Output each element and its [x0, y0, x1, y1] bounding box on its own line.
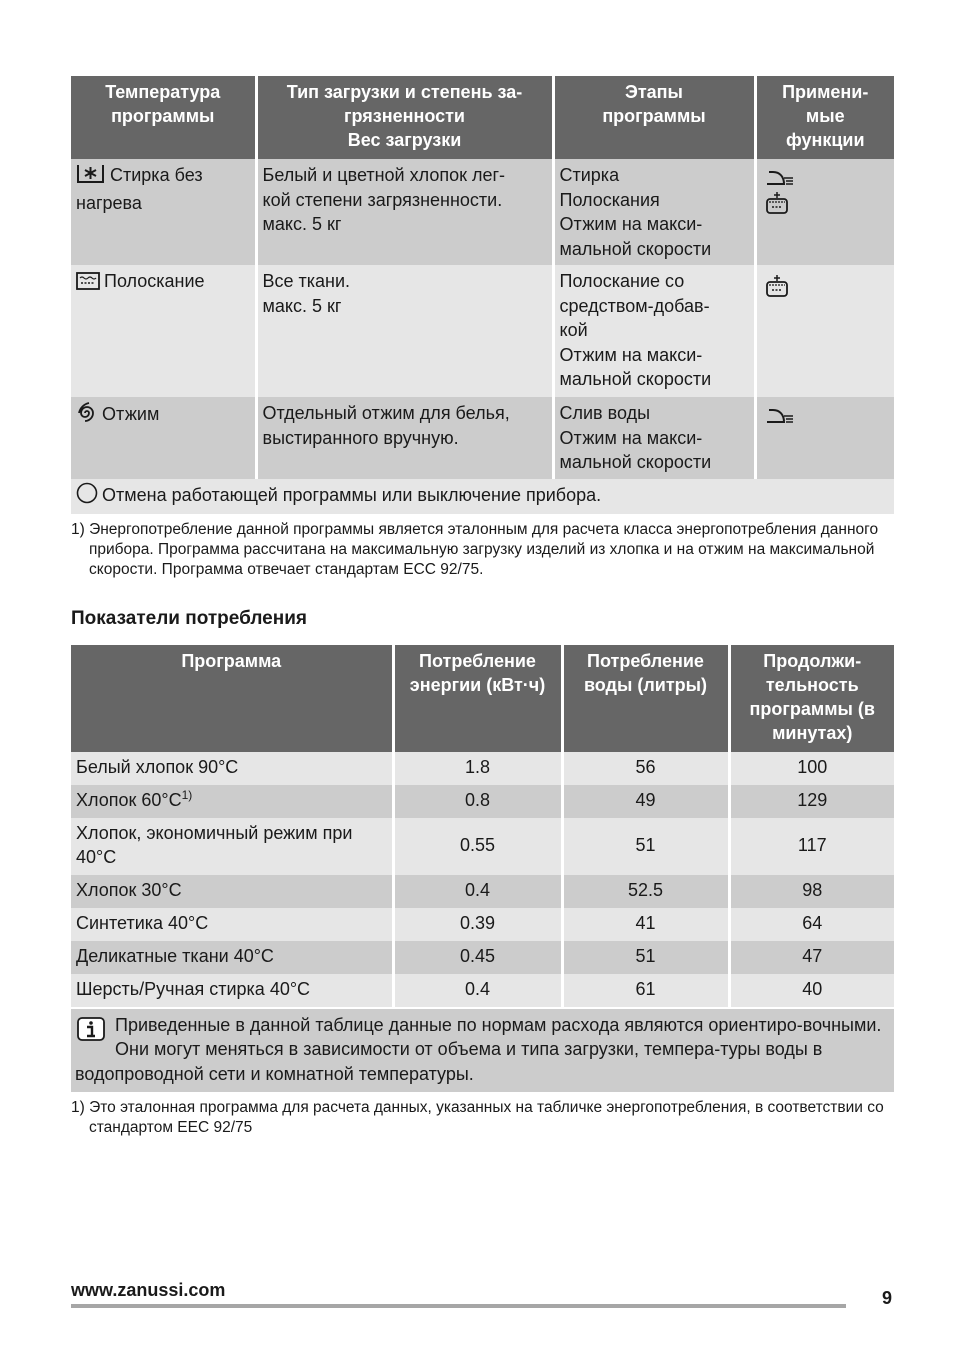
manual-page [71, 76, 894, 1138]
cancel-row [71, 479, 894, 514]
water-value: 61 [562, 974, 729, 1007]
table-row [71, 818, 894, 875]
duration-value: 64 [729, 908, 894, 941]
extra-rinse-icon [765, 274, 789, 298]
footnote-ref: 1) [181, 787, 193, 802]
iron-easy-iron-icon [765, 168, 795, 186]
functions-cell [755, 159, 894, 265]
energy-value: 0.45 [393, 941, 562, 974]
water-value: 52.5 [562, 875, 729, 908]
program-name: Белый хлопок 90°C [71, 752, 393, 785]
rinse-icon [76, 272, 100, 297]
duration-value: 40 [729, 974, 894, 1007]
load-cell: Отдельный отжим для белья, выстиранного вручную. [256, 397, 553, 479]
footer-url[interactable]: www.zanussi.com [71, 1280, 226, 1300]
table-row [71, 875, 894, 908]
section-title: Показатели потребления [71, 607, 307, 629]
consumption-table [71, 645, 894, 1007]
program-name: Шерсть/Ручная стирка 40°C [71, 974, 393, 1007]
consumption-table-header [71, 645, 894, 752]
load-cell: Все ткани. макс. 5 кг [256, 265, 553, 397]
header-program: Программа [71, 645, 393, 752]
energy-value: 0.55 [393, 818, 562, 875]
energy-value: 0.39 [393, 908, 562, 941]
info-icon [77, 1017, 105, 1048]
off-circle-icon [76, 482, 98, 511]
program-cell: Стирка без нагрева [71, 159, 256, 265]
header-load-type: Тип загрузки и степень за- грязненности Вес загрузки [256, 76, 553, 159]
duration-value: 100 [729, 752, 894, 785]
table-row [71, 159, 894, 265]
program-name: Хлопок 30°C [71, 875, 393, 908]
program-name: Хлопок $60^\circ C^{1)}$ [71, 785, 393, 818]
duration-value: 117 [729, 818, 894, 875]
info-note-text: Приведенные в данной таблице данные по нормам расхода являются ориентиро-вочными. Они могут меняться в зависимости от объема и типа загрузки, темпера-туры воды в водопроводной сети и комнатной температуры. [75, 1014, 882, 1084]
table-row [71, 752, 894, 785]
table-row [71, 785, 894, 818]
program-cell: Отжим [71, 397, 256, 479]
functions-cell [755, 265, 894, 397]
water-value: 49 [562, 785, 729, 818]
table-row [71, 908, 894, 941]
water-value: 51 [562, 818, 729, 875]
programs-table-header [71, 76, 894, 159]
functions-cell [755, 397, 894, 479]
header-duration: Продолжи- тельность программы (в минутах) [729, 645, 894, 752]
energy-value: 1.8 [393, 752, 562, 785]
spin-icon [76, 401, 98, 430]
duration-value: 129 [729, 785, 894, 818]
load-cell: Белый и цветной хлопок лег- кой степени загрязненности. макс. 5 кг [256, 159, 553, 265]
cold-wash-icon [76, 164, 106, 191]
footnote-2: 1) Это эталонная программа для расчета данных, указанных на табличке энергопотребления, в соответствии со стандартом EEC 92/75 [71, 1099, 884, 1136]
info-note [71, 1009, 894, 1093]
cancel-cell: Отмена работающей программы или выключение прибора. [71, 479, 894, 514]
duration-value: 47 [729, 941, 894, 974]
energy-value: 0.4 [393, 974, 562, 1007]
footnote-1: 1) Энергопотребление данной программы является эталонным для расчета класса энергопотребления данного прибора. Программа рассчитана на максимальную загрузку изделий из хлопка и на отжим на максимальной скорости. Программа отвечает стандартам ЕСС 92/75. [71, 520, 879, 578]
table-row [71, 265, 894, 397]
table-row [71, 941, 894, 974]
water-value: 51 [562, 941, 729, 974]
header-program-temperature: Температура программы [71, 76, 256, 159]
table-row [71, 974, 894, 1007]
extra-rinse-icon [765, 191, 789, 215]
header-water: Потребление воды (литры) [562, 645, 729, 752]
water-value: 56 [562, 752, 729, 785]
header-energy: Потребление энергии (кВт·ч) [393, 645, 562, 752]
stages-cell: Полоскание со средством-добав- кой Отжим на макси- мальной скорости [553, 265, 755, 397]
water-value: 41 [562, 908, 729, 941]
header-applicable-functions: Примени- мые функции [755, 76, 894, 159]
program-name: Хлопок, экономичный режим при 40°C [71, 818, 393, 875]
stages-cell: Стирка Полоскания Отжим на макси- мальной скорости [553, 159, 755, 265]
page-number: 9 [882, 1288, 893, 1308]
program-cell: Полоскание [71, 265, 256, 397]
program-name: Деликатные ткани 40°C [71, 941, 393, 974]
program-name: Синтетика 40°C [71, 908, 393, 941]
programs-table [71, 76, 894, 514]
duration-value: 98 [729, 875, 894, 908]
energy-value: 0.8 [393, 785, 562, 818]
header-program-stages: Этапы программы [553, 76, 755, 159]
table-row [71, 397, 894, 479]
iron-easy-iron-icon [765, 406, 795, 424]
stages-cell: Слив воды Отжим на макси- мальной скорости [553, 397, 755, 479]
energy-value: 0.4 [393, 875, 562, 908]
footer-divider [71, 1304, 846, 1308]
